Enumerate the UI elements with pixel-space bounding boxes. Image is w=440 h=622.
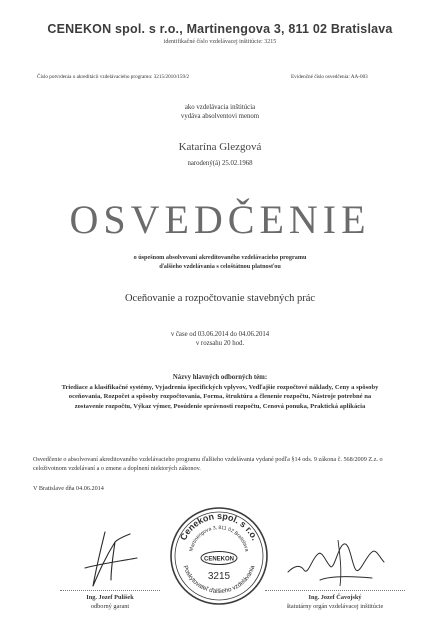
certificate-title: OSVEDČENIE — [69, 197, 371, 242]
course-title: Oceňovanie a rozpočtovanie stavebných prác — [124, 293, 316, 304]
signature-line-left — [60, 590, 160, 591]
topics-list: Triediace a klasifikačné systémy, Vyjadrenia špecifických vplyvov, Vedľajšie rozpočtové náklady, Ceny a spôsoby oceňovania, Rozpočet a spôsoby rozpočtovania, Forma, štruktúra a členenie rozpočtu, Nástroje potrebné na zostavenie rozpočtu, Výkaz výmer, Posúdenie správnosti rozpočtu, Cenová ponuka, Praktická aplikácia — [61, 384, 379, 410]
course-period: v čase od 03.06.2014 do 04.06.2014 — [170, 331, 270, 338]
svg-text:Martinengova 3, 811 02 Bratisl — [188, 525, 249, 552]
topics-heading: Názvy hlavných odborných tém: — [172, 374, 268, 381]
signatory-right-role: štatutárny orgán vzdelávacej inštitúcie — [286, 603, 384, 610]
stamp-bottom-text: Poskytovateľ ďalšieho vzdelávania — [181, 564, 257, 596]
signature-line-right — [265, 590, 405, 591]
graduate-name: Katarína Glezgová — [178, 141, 262, 153]
stamp-top-text: Cenekon spol. s r.o. — [178, 510, 261, 542]
place-and-date: V Bratislave dňa 04.06.2014 — [33, 485, 104, 492]
signature-right-image — [280, 536, 398, 590]
accreditation-number: Číslo potvrdenia o akreditácii vzdelávacieho programu: 3215/2010/159/2 — [37, 74, 190, 80]
program-line-1: o úspešnom absolvovaní akreditovaného vzdelávacieho programu — [133, 254, 307, 261]
signatory-right-name: Ing. Jozef Čavojský — [308, 594, 362, 601]
issuer-id-line: identifikačné číslo vzdelávacej inštitúcie: 3215 — [163, 39, 277, 45]
round-stamp — [168, 505, 270, 607]
legal-statement: Osvedčenie o absolvovaní akreditovaného vzdelávacieho programu ďalšieho vzdelávania vydané podľa §14 ods. 9 zákona č. 568/2009 Z.z. o celoživotnom vzdelávaní a o zmene a doplnení niektorých zákonov. — [33, 456, 383, 473]
program-line-2: ďalšieho vzdelávania s celoštátnou platnosťou — [159, 263, 281, 270]
issuer-name: CENEKON spol. s r.o., Martinengova 3, 811 02 Bratislava — [47, 22, 393, 36]
signatory-left-name: Ing. Jozef Pulišek — [86, 594, 134, 601]
stamp-number: 3215 — [207, 571, 231, 582]
intro-line-2: vydáva absolventovi menom — [180, 113, 260, 120]
intro-line-1: ako vzdelávacia inštitúcia — [184, 104, 256, 111]
evidence-number: Evidenčné číslo osvedčenia: AA-003 — [291, 74, 368, 80]
stamp-logo-text: CENEKON — [203, 556, 235, 563]
stamp-middle-text: Martinengova 3, 811 02 Bratislava — [188, 524, 250, 553]
signatory-left-role: odborný garant — [90, 603, 130, 610]
signature-left-image — [75, 528, 145, 590]
birth-date: narodený(á) 25.02.1968 — [187, 160, 253, 167]
course-hours: v rozsahu 20 hod. — [195, 340, 245, 347]
